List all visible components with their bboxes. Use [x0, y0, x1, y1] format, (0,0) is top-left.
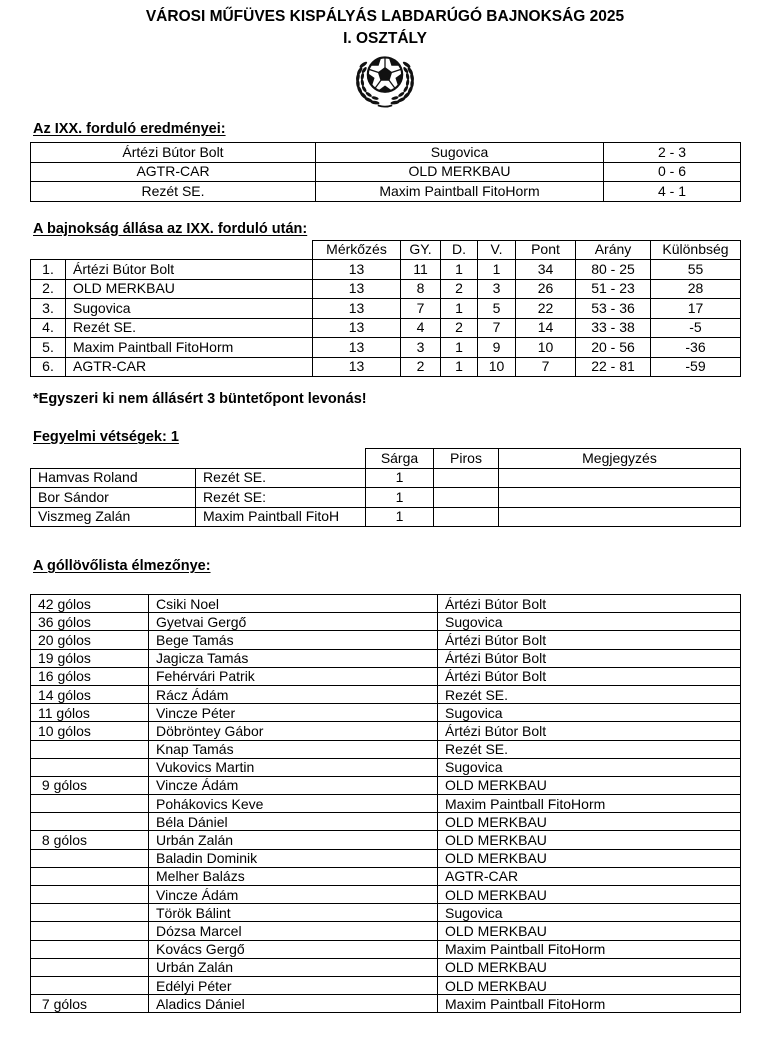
standings-table	[30, 240, 741, 378]
player-cell: Vincze Ádám	[149, 886, 438, 904]
points-cell: 14	[516, 318, 576, 338]
scorer-row	[31, 813, 741, 831]
col-header-goal-ratio: Arány	[576, 240, 651, 260]
team-cell: Ártézi Bútor Bolt	[438, 595, 741, 613]
drawn-cell: 1	[441, 338, 478, 358]
team-cell: Rezét SE.	[438, 685, 741, 703]
team-cell: OLD MERKBAU	[438, 922, 741, 940]
goal-ratio-cell: 20 - 56	[576, 338, 651, 358]
played-cell: 13	[313, 357, 401, 377]
team-cell: Ártézi Bútor Bolt	[438, 722, 741, 740]
standings-row	[31, 338, 741, 358]
team-cell: OLD MERKBAU	[66, 279, 313, 299]
position-cell: 4.	[31, 318, 66, 338]
player-cell: Viszmeg Zalán	[31, 507, 196, 527]
goals-cell	[31, 867, 149, 885]
red-cell	[434, 488, 499, 508]
goal-ratio-cell: 53 - 36	[576, 299, 651, 319]
goals-cell	[31, 740, 149, 758]
team-cell: OLD MERKBAU	[438, 976, 741, 994]
col-header-difference: Különbség	[651, 240, 741, 260]
discipline-row	[31, 507, 741, 527]
penalty-note: *Egyszeri ki nem állásért 3 büntetőpont levonás!	[33, 391, 367, 407]
player-cell: Csiki Noel	[149, 595, 438, 613]
results-table	[30, 142, 741, 202]
scorer-row	[31, 849, 741, 867]
col-header-drawn: D.	[441, 240, 478, 260]
team-cell: Sugovica	[438, 758, 741, 776]
col-header-matches: Mérkőzés	[313, 240, 401, 260]
goals-cell: 36 gólos	[31, 613, 149, 631]
col-header-won: GY.	[401, 240, 441, 260]
team-cell: OLD MERKBAU	[438, 776, 741, 794]
scorer-row	[31, 922, 741, 940]
team-cell: Ártézi Bútor Bolt	[66, 260, 313, 280]
scorer-row	[31, 867, 741, 885]
home-team-cell: Rezét SE.	[31, 182, 316, 202]
player-cell: Edélyi Péter	[149, 976, 438, 994]
team-cell: OLD MERKBAU	[438, 886, 741, 904]
scorer-row	[31, 795, 741, 813]
team-cell: Rezét SE.	[66, 318, 313, 338]
goals-cell: 42 gólos	[31, 595, 149, 613]
player-cell: Urbán Zalán	[149, 958, 438, 976]
difference-cell: 55	[651, 260, 741, 280]
scorer-row	[31, 685, 741, 703]
yellow-cell: 1	[366, 507, 434, 527]
lost-cell: 1	[478, 260, 516, 280]
lost-cell: 7	[478, 318, 516, 338]
points-cell: 22	[516, 299, 576, 319]
goal-ratio-cell: 80 - 25	[576, 260, 651, 280]
document-title-line1: VÁROSI MŰFÜVES KISPÁLYÁS LABDARÚGÓ BAJNOKSÁG 2025	[145, 8, 625, 25]
team-cell: Sugovica	[438, 704, 741, 722]
team-cell: Maxim Paintball FitoHorm	[438, 940, 741, 958]
goals-cell	[31, 958, 149, 976]
player-cell: Bor Sándor	[31, 488, 196, 508]
difference-cell: -5	[651, 318, 741, 338]
player-cell: Vincze Péter	[149, 704, 438, 722]
goal-ratio-cell: 51 - 23	[576, 279, 651, 299]
difference-cell: 17	[651, 299, 741, 319]
team-cell: OLD MERKBAU	[438, 813, 741, 831]
team-cell: Rezét SE.	[438, 740, 741, 758]
team-cell: Maxim Paintball FitoH	[196, 507, 366, 527]
away-team-cell: Maxim Paintball FitoHorm	[316, 182, 604, 202]
remark-cell	[499, 507, 741, 527]
team-cell: Ártézi Bútor Bolt	[438, 667, 741, 685]
discipline-heading: Fegyelmi vétségek: 1	[33, 429, 179, 445]
team-cell: AGTR-CAR	[66, 357, 313, 377]
won-cell: 3	[401, 338, 441, 358]
red-cell	[434, 468, 499, 488]
won-cell: 4	[401, 318, 441, 338]
team-cell: AGTR-CAR	[438, 867, 741, 885]
col-header-lost: V.	[478, 240, 516, 260]
player-cell: Fehérvári Patrik	[149, 667, 438, 685]
scorer-row	[31, 704, 741, 722]
standings-row	[31, 299, 741, 319]
lost-cell: 9	[478, 338, 516, 358]
lost-cell: 5	[478, 299, 516, 319]
goals-cell: 9 gólos	[31, 776, 149, 794]
player-cell: Melher Balázs	[149, 867, 438, 885]
col-header-points: Pont	[516, 240, 576, 260]
player-cell: Török Bálint	[149, 904, 438, 922]
player-cell: Bege Tamás	[149, 631, 438, 649]
position-cell: 1.	[31, 260, 66, 280]
drawn-cell: 1	[441, 299, 478, 319]
scorer-row	[31, 595, 741, 613]
goals-cell	[31, 813, 149, 831]
team-cell: Rezét SE:	[196, 488, 366, 508]
red-cell	[434, 507, 499, 527]
won-cell: 2	[401, 357, 441, 377]
score-cell: 4 - 1	[604, 182, 741, 202]
scorers-heading: A góllövőlista élmezőnye:	[33, 558, 211, 574]
drawn-cell: 1	[441, 260, 478, 280]
goals-cell	[31, 758, 149, 776]
lost-cell: 3	[478, 279, 516, 299]
won-cell: 8	[401, 279, 441, 299]
team-cell: Maxim Paintball FitoHorm	[438, 795, 741, 813]
scorer-row	[31, 667, 741, 685]
document-title-line2: I. OSZTÁLY	[343, 30, 427, 47]
player-cell: Vincze Ádám	[149, 776, 438, 794]
player-cell: Vukovics Martin	[149, 758, 438, 776]
yellow-cell: 1	[366, 488, 434, 508]
away-team-cell: Sugovica	[316, 143, 604, 163]
position-cell: 3.	[31, 299, 66, 319]
difference-cell: 28	[651, 279, 741, 299]
standings-row	[31, 260, 741, 280]
team-cell: OLD MERKBAU	[438, 831, 741, 849]
scorer-row	[31, 940, 741, 958]
goals-cell	[31, 922, 149, 940]
position-cell: 2.	[31, 279, 66, 299]
team-cell: Ártézi Bútor Bolt	[438, 631, 741, 649]
team-cell: Ártézi Bútor Bolt	[438, 649, 741, 667]
goals-cell	[31, 976, 149, 994]
drawn-cell: 2	[441, 318, 478, 338]
header-spacer	[196, 449, 366, 469]
scorer-row	[31, 904, 741, 922]
team-cell: Sugovica	[438, 904, 741, 922]
scorer-row	[31, 776, 741, 794]
player-cell: Gyetvai Gergő	[149, 613, 438, 631]
scorer-row	[31, 831, 741, 849]
position-cell: 5.	[31, 338, 66, 358]
difference-cell: -59	[651, 357, 741, 377]
goals-cell	[31, 940, 149, 958]
difference-cell: -36	[651, 338, 741, 358]
won-cell: 11	[401, 260, 441, 280]
discipline-row	[31, 468, 741, 488]
header-spacer	[66, 240, 313, 260]
away-team-cell: OLD MERKBAU	[316, 162, 604, 182]
player-cell: Baladin Dominik	[149, 849, 438, 867]
scorer-row	[31, 722, 741, 740]
player-cell: Jagicza Tamás	[149, 649, 438, 667]
goals-cell: 11 gólos	[31, 704, 149, 722]
team-cell: Rezét SE.	[196, 468, 366, 488]
standings-heading: A bajnokság állása az IXX. forduló után:	[33, 220, 308, 237]
drawn-cell: 2	[441, 279, 478, 299]
scorer-row	[31, 995, 741, 1013]
col-header-remark: Megjegyzés	[499, 449, 741, 469]
result-row	[31, 182, 741, 202]
goals-cell	[31, 795, 149, 813]
player-cell: Kovács Gergő	[149, 940, 438, 958]
scorer-row	[31, 649, 741, 667]
player-cell: Aladics Dániel	[149, 995, 438, 1013]
results-heading: Az IXX. forduló eredményei:	[33, 121, 226, 137]
goals-cell: 20 gólos	[31, 631, 149, 649]
played-cell: 13	[313, 279, 401, 299]
points-cell: 7	[516, 357, 576, 377]
goals-cell	[31, 849, 149, 867]
standings-row	[31, 357, 741, 377]
scorer-row	[31, 976, 741, 994]
goals-cell	[31, 904, 149, 922]
col-header-red: Piros	[434, 449, 499, 469]
standings-row	[31, 279, 741, 299]
team-cell: Maxim Paintball FitoHorm	[66, 338, 313, 358]
won-cell: 7	[401, 299, 441, 319]
header-spacer	[31, 240, 66, 260]
scorer-row	[31, 758, 741, 776]
discipline-header-row	[31, 449, 741, 469]
team-cell: Maxim Paintball FitoHorm	[438, 995, 741, 1013]
team-cell: Sugovica	[66, 299, 313, 319]
player-cell: Dózsa Marcel	[149, 922, 438, 940]
soccer-ball-laurel-wreath-icon	[350, 52, 420, 108]
played-cell: 13	[313, 318, 401, 338]
points-cell: 26	[516, 279, 576, 299]
lost-cell: 10	[478, 357, 516, 377]
scorer-row	[31, 958, 741, 976]
points-cell: 10	[516, 338, 576, 358]
result-row	[31, 162, 741, 182]
scorer-row	[31, 886, 741, 904]
goals-cell: 16 gólos	[31, 667, 149, 685]
yellow-cell: 1	[366, 468, 434, 488]
score-cell: 2 - 3	[604, 143, 741, 163]
player-cell: Hamvas Roland	[31, 468, 196, 488]
goal-ratio-cell: 33 - 38	[576, 318, 651, 338]
goals-cell: 7 gólos	[31, 995, 149, 1013]
goals-cell	[31, 886, 149, 904]
team-cell: Sugovica	[438, 613, 741, 631]
discipline-row	[31, 488, 741, 508]
score-cell: 0 - 6	[604, 162, 741, 182]
discipline-table	[30, 448, 741, 527]
home-team-cell: Ártézi Bútor Bolt	[31, 143, 316, 163]
scorers-table	[30, 594, 741, 1013]
played-cell: 13	[313, 299, 401, 319]
played-cell: 13	[313, 260, 401, 280]
header-spacer	[31, 449, 196, 469]
team-cell: OLD MERKBAU	[438, 849, 741, 867]
player-cell: Knap Tamás	[149, 740, 438, 758]
standings-row	[31, 318, 741, 338]
points-cell: 34	[516, 260, 576, 280]
goal-ratio-cell: 22 - 81	[576, 357, 651, 377]
scorer-row	[31, 740, 741, 758]
scorer-row	[31, 631, 741, 649]
drawn-cell: 1	[441, 357, 478, 377]
team-cell: OLD MERKBAU	[438, 958, 741, 976]
remark-cell	[499, 488, 741, 508]
goals-cell: 14 gólos	[31, 685, 149, 703]
player-cell: Rácz Ádám	[149, 685, 438, 703]
col-header-yellow: Sárga	[366, 449, 434, 469]
standings-header-row	[31, 240, 741, 260]
goals-cell: 10 gólos	[31, 722, 149, 740]
player-cell: Béla Dániel	[149, 813, 438, 831]
remark-cell	[499, 468, 741, 488]
result-row	[31, 143, 741, 163]
position-cell: 6.	[31, 357, 66, 377]
goals-cell: 19 gólos	[31, 649, 149, 667]
player-cell: Urbán Zalán	[149, 831, 438, 849]
home-team-cell: AGTR-CAR	[31, 162, 316, 182]
player-cell: Döbröntey Gábor	[149, 722, 438, 740]
goals-cell: 8 gólos	[31, 831, 149, 849]
played-cell: 13	[313, 338, 401, 358]
player-cell: Pohákovics Keve	[149, 795, 438, 813]
scorer-row	[31, 613, 741, 631]
